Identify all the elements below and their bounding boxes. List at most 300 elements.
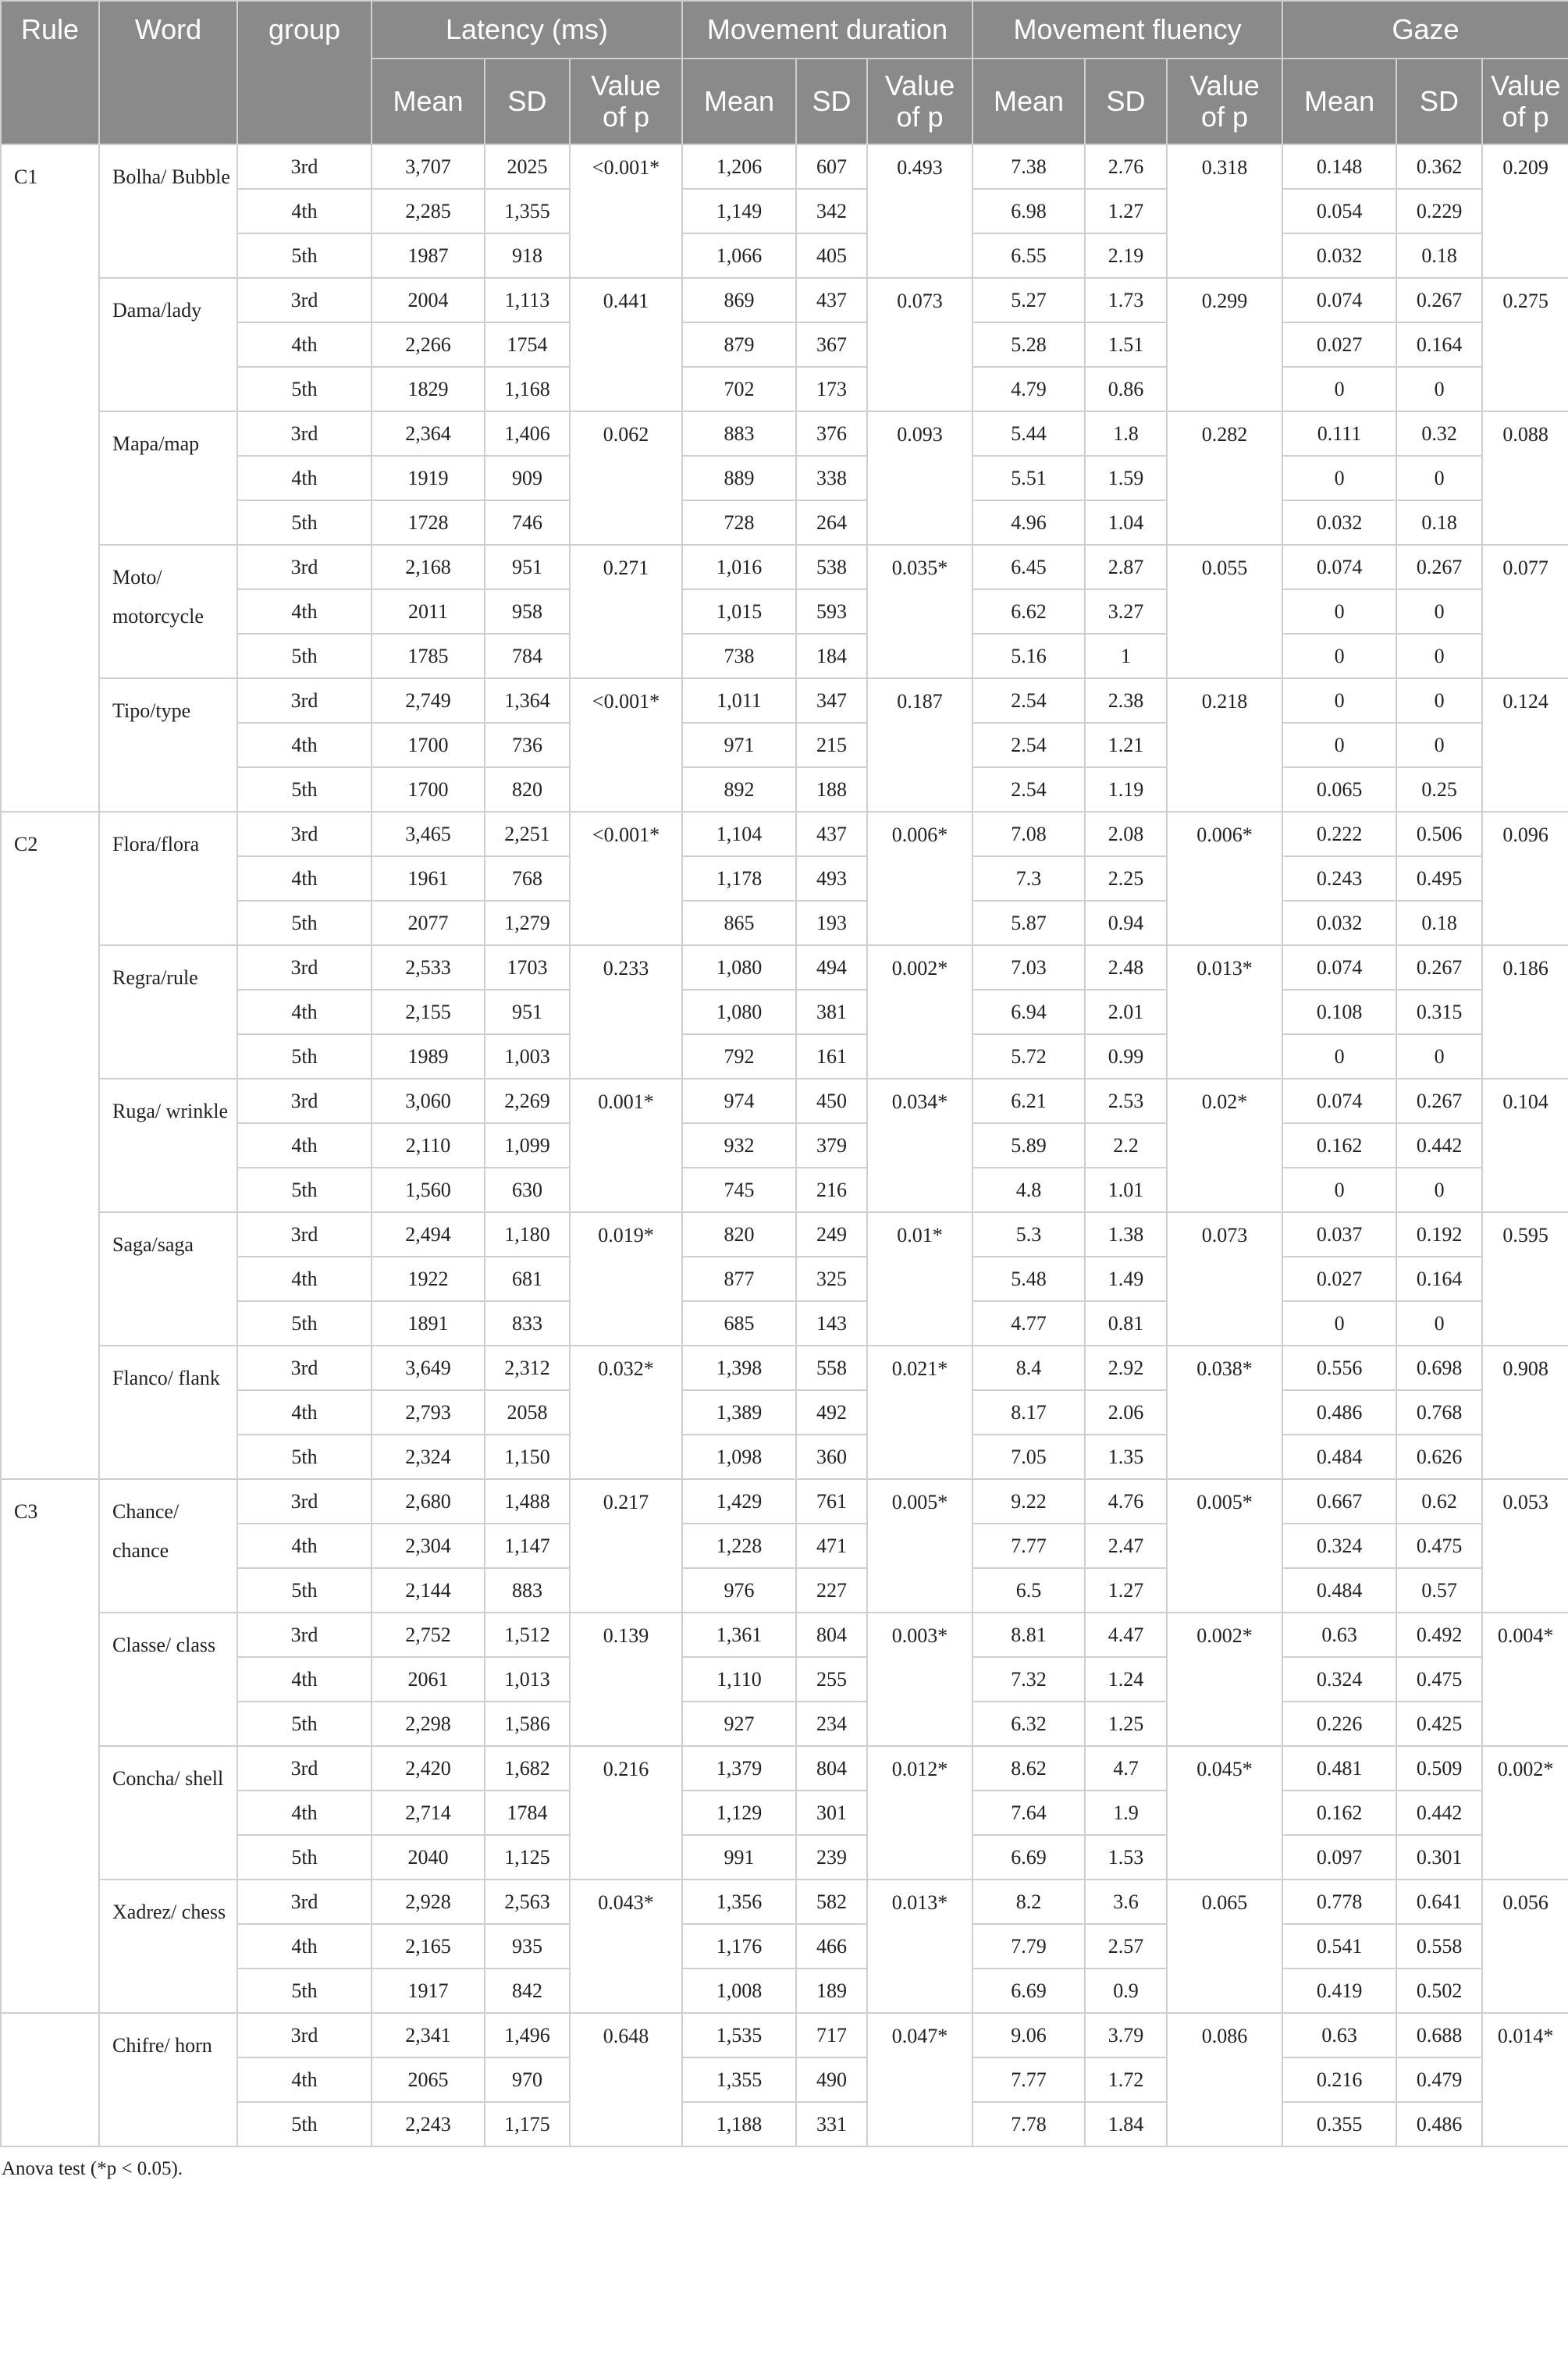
table-row [1,945,1568,990]
duration-sd-cell: 338 [796,456,867,500]
duration-pvalue-cell: 0.003* [867,1613,972,1746]
duration-mean-cell: 728 [682,500,796,545]
fluency-sd-cell: 1.53 [1085,1835,1167,1880]
gaze-pvalue-cell: 0.056 [1482,1880,1568,2013]
latency-pvalue-cell: 0.216 [570,1746,682,1880]
duration-pvalue-cell: 0.034* [867,1079,972,1212]
fluency-pvalue-cell: 0.299 [1167,278,1282,411]
fluency-sd-cell: 1.59 [1085,456,1167,500]
latency-pvalue-cell: 0.043* [570,1880,682,2013]
latency-sd-cell: 1,125 [485,1835,570,1880]
duration-mean-cell: 1,188 [682,2102,796,2146]
duration-mean-cell: 1,206 [682,144,796,189]
latency-sd-cell: 1,488 [485,1479,570,1524]
rule-cell: C3 [1,1479,99,2013]
latency-sd-cell: 1,099 [485,1123,570,1168]
header-latency: Latency (ms) [372,1,682,59]
group-cell: 4th [237,1390,372,1435]
word-cell: Chance/ chance [99,1479,237,1613]
duration-sd-cell: 437 [796,812,867,856]
latency-mean-cell: 2,928 [372,1880,485,1924]
fluency-mean-cell: 7.78 [972,2102,1085,2146]
latency-mean-cell: 2065 [372,2057,485,2102]
gaze-pvalue-cell: 0.124 [1482,678,1568,812]
latency-sd-cell: 784 [485,634,570,678]
subheader-pvalue: Value of p [1482,59,1568,144]
gaze-sd-cell: 0.641 [1396,1880,1482,1924]
latency-sd-cell: 736 [485,723,570,767]
duration-mean-cell: 971 [682,723,796,767]
duration-mean-cell: 1,178 [682,856,796,901]
word-cell: Flanco/ flank [99,1346,237,1479]
duration-sd-cell: 347 [796,678,867,723]
fluency-pvalue-cell: 0.073 [1167,1212,1282,1346]
group-cell: 3rd [237,678,372,723]
fluency-pvalue-cell: 0.002* [1167,1613,1282,1746]
duration-sd-cell: 367 [796,322,867,367]
duration-mean-cell: 865 [682,901,796,945]
latency-sd-cell: 2025 [485,144,570,189]
latency-mean-cell: 3,060 [372,1079,485,1123]
latency-pvalue-cell: 0.019* [570,1212,682,1346]
gaze-pvalue-cell: 0.275 [1482,278,1568,411]
latency-mean-cell: 3,649 [372,1346,485,1390]
gaze-pvalue-cell: 0.908 [1482,1346,1568,1479]
gaze-sd-cell: 0.267 [1396,1079,1482,1123]
group-cell: 3rd [237,411,372,456]
table-footnote: Anova test (*p < 0.05). [2,2158,183,2179]
table-row [1,812,1568,856]
gaze-mean-cell: 0.63 [1282,1613,1396,1657]
duration-sd-cell: 490 [796,2057,867,2102]
group-cell: 5th [237,901,372,945]
fluency-pvalue-cell: 0.055 [1167,545,1282,678]
latency-sd-cell: 746 [485,500,570,545]
latency-mean-cell: 2,304 [372,1524,485,1568]
gaze-mean-cell: 0 [1282,589,1396,634]
duration-sd-cell: 494 [796,945,867,990]
word-cell: Bolha/ Bubble [99,144,237,278]
word-cell: Moto/ motorcycle [99,545,237,678]
fluency-pvalue-cell: 0.045* [1167,1746,1282,1880]
duration-sd-cell: 215 [796,723,867,767]
latency-sd-cell: 1,355 [485,189,570,233]
gaze-mean-cell: 0.667 [1282,1479,1396,1524]
group-cell: 3rd [237,2013,372,2057]
fluency-sd-cell: 2.06 [1085,1390,1167,1435]
gaze-mean-cell: 0.054 [1282,189,1396,233]
group-cell: 4th [237,189,372,233]
duration-mean-cell: 1,015 [682,589,796,634]
gaze-sd-cell: 0.362 [1396,144,1482,189]
duration-sd-cell: 173 [796,367,867,411]
word-cell: Regra/rule [99,945,237,1079]
duration-mean-cell: 1,228 [682,1524,796,1568]
latency-sd-cell: 1784 [485,1791,570,1835]
latency-mean-cell: 1989 [372,1034,485,1079]
gaze-mean-cell: 0.148 [1282,144,1396,189]
gaze-sd-cell: 0.18 [1396,500,1482,545]
header-gaze: Gaze [1282,1,1568,59]
fluency-mean-cell: 6.94 [972,990,1085,1034]
fluency-mean-cell: 7.79 [972,1924,1085,1968]
latency-mean-cell: 2,749 [372,678,485,723]
group-cell: 5th [237,1435,372,1479]
fluency-sd-cell: 2.19 [1085,233,1167,278]
duration-mean-cell: 1,129 [682,1791,796,1835]
subheader-pvalue: Value of p [867,59,972,144]
fluency-mean-cell: 7.08 [972,812,1085,856]
gaze-mean-cell: 0.243 [1282,856,1396,901]
duration-pvalue-cell: 0.01* [867,1212,972,1346]
header-movement-duration: Movement duration [682,1,972,59]
subheader-sd: SD [796,59,867,144]
duration-sd-cell: 342 [796,189,867,233]
subheader-mean: Mean [1282,59,1396,144]
gaze-mean-cell: 0.216 [1282,2057,1396,2102]
gaze-sd-cell: 0.267 [1396,945,1482,990]
table-row [1,1212,1568,1257]
latency-mean-cell: 2004 [372,278,485,322]
fluency-mean-cell: 8.2 [972,1880,1085,1924]
group-cell: 3rd [237,812,372,856]
duration-mean-cell: 820 [682,1212,796,1257]
word-cell: Tipo/type [99,678,237,812]
fluency-mean-cell: 2.54 [972,678,1085,723]
fluency-mean-cell: 5.89 [972,1123,1085,1168]
duration-sd-cell: 239 [796,1835,867,1880]
fluency-mean-cell: 6.5 [972,1568,1085,1613]
gaze-sd-cell: 0.509 [1396,1746,1482,1791]
table-row [1,2013,1568,2057]
fluency-sd-cell: 0.86 [1085,367,1167,411]
latency-sd-cell: 1,586 [485,1702,570,1746]
fluency-sd-cell: 2.01 [1085,990,1167,1034]
gaze-mean-cell: 0.074 [1282,1079,1396,1123]
gaze-sd-cell: 0.301 [1396,1835,1482,1880]
rule-cell: C2 [1,812,99,1479]
duration-sd-cell: 249 [796,1212,867,1257]
gaze-sd-cell: 0 [1396,1168,1482,1212]
gaze-mean-cell: 0.037 [1282,1212,1396,1257]
gaze-mean-cell: 0.324 [1282,1524,1396,1568]
fluency-mean-cell: 8.62 [972,1746,1085,1791]
duration-sd-cell: 264 [796,500,867,545]
latency-mean-cell: 2,364 [372,411,485,456]
latency-mean-cell: 1987 [372,233,485,278]
group-cell: 4th [237,1524,372,1568]
fluency-sd-cell: 2.53 [1085,1079,1167,1123]
group-cell: 3rd [237,945,372,990]
duration-mean-cell: 1,011 [682,678,796,723]
duration-mean-cell: 1,398 [682,1346,796,1390]
duration-mean-cell: 1,104 [682,812,796,856]
word-cell: Ruga/ wrinkle [99,1079,237,1212]
duration-sd-cell: 492 [796,1390,867,1435]
duration-sd-cell: 189 [796,1968,867,2013]
gaze-sd-cell: 0.486 [1396,2102,1482,2146]
fluency-sd-cell: 1.25 [1085,1702,1167,1746]
latency-sd-cell: 842 [485,1968,570,2013]
latency-sd-cell: 1703 [485,945,570,990]
gaze-mean-cell: 0.541 [1282,1924,1396,1968]
word-cell: Classe/ class [99,1613,237,1746]
latency-mean-cell: 2011 [372,589,485,634]
duration-mean-cell: 738 [682,634,796,678]
gaze-mean-cell: 0 [1282,1034,1396,1079]
duration-sd-cell: 804 [796,1746,867,1791]
latency-sd-cell: 820 [485,767,570,812]
latency-mean-cell: 2,243 [372,2102,485,2146]
gaze-mean-cell: 0.027 [1282,322,1396,367]
word-cell: Xadrez/ chess [99,1880,237,2013]
subheader-sd: SD [1085,59,1167,144]
gaze-mean-cell: 0.097 [1282,1835,1396,1880]
duration-pvalue-cell: 0.013* [867,1880,972,2013]
latency-pvalue-cell: <0.001* [570,812,682,945]
gaze-pvalue-cell: 0.088 [1482,411,1568,545]
table-row [1,1346,1568,1390]
gaze-sd-cell: 0.57 [1396,1568,1482,1613]
duration-mean-cell: 889 [682,456,796,500]
header-rule: Rule [1,1,99,144]
latency-sd-cell: 1,168 [485,367,570,411]
table-row [1,1746,1568,1791]
group-cell: 5th [237,767,372,812]
latency-sd-cell: 909 [485,456,570,500]
group-cell: 4th [237,1257,372,1301]
duration-sd-cell: 331 [796,2102,867,2146]
fluency-mean-cell: 8.4 [972,1346,1085,1390]
rule-cell: C1 [1,144,99,812]
latency-pvalue-cell: 0.648 [570,2013,682,2146]
gaze-sd-cell: 0 [1396,634,1482,678]
latency-mean-cell: 3,707 [372,144,485,189]
duration-mean-cell: 932 [682,1123,796,1168]
gaze-pvalue-cell: 0.002* [1482,1746,1568,1880]
gaze-sd-cell: 0.688 [1396,2013,1482,2057]
group-cell: 4th [237,456,372,500]
duration-mean-cell: 1,080 [682,990,796,1034]
group-cell: 5th [237,233,372,278]
duration-mean-cell: 991 [682,1835,796,1880]
group-cell: 4th [237,1657,372,1702]
group-cell: 4th [237,2057,372,2102]
duration-pvalue-cell: 0.012* [867,1746,972,1880]
fluency-mean-cell: 6.98 [972,189,1085,233]
gaze-mean-cell: 0 [1282,723,1396,767]
duration-pvalue-cell: 0.093 [867,411,972,545]
latency-mean-cell: 1700 [372,723,485,767]
fluency-mean-cell: 5.27 [972,278,1085,322]
duration-sd-cell: 717 [796,2013,867,2057]
table-row [1,1479,1568,1524]
duration-pvalue-cell: 0.021* [867,1346,972,1479]
fluency-sd-cell: 1.51 [1085,322,1167,367]
fluency-mean-cell: 6.69 [972,1968,1085,2013]
latency-sd-cell: 1,147 [485,1524,570,1568]
gaze-mean-cell: 0 [1282,456,1396,500]
duration-sd-cell: 376 [796,411,867,456]
fluency-mean-cell: 8.81 [972,1613,1085,1657]
latency-mean-cell: 2,298 [372,1702,485,1746]
latency-sd-cell: 681 [485,1257,570,1301]
fluency-sd-cell: 1.73 [1085,278,1167,322]
duration-mean-cell: 974 [682,1079,796,1123]
latency-mean-cell: 1,560 [372,1168,485,1212]
latency-mean-cell: 1728 [372,500,485,545]
fluency-pvalue-cell: 0.006* [1167,812,1282,945]
duration-sd-cell: 558 [796,1346,867,1390]
latency-pvalue-cell: <0.001* [570,144,682,278]
gaze-mean-cell: 0.162 [1282,1791,1396,1835]
duration-pvalue-cell: 0.035* [867,545,972,678]
gaze-sd-cell: 0 [1396,367,1482,411]
group-cell: 5th [237,367,372,411]
latency-mean-cell: 2,420 [372,1746,485,1791]
fluency-mean-cell: 5.44 [972,411,1085,456]
gaze-mean-cell: 0.324 [1282,1657,1396,1702]
latency-sd-cell: 970 [485,2057,570,2102]
latency-sd-cell: 1,113 [485,278,570,322]
fluency-pvalue-cell: 0.038* [1167,1346,1282,1479]
fluency-mean-cell: 2.54 [972,767,1085,812]
latency-pvalue-cell: 0.217 [570,1479,682,1613]
group-cell: 5th [237,1968,372,2013]
gaze-mean-cell: 0 [1282,634,1396,678]
fluency-mean-cell: 9.22 [972,1479,1085,1524]
gaze-pvalue-cell: 0.096 [1482,812,1568,945]
duration-sd-cell: 161 [796,1034,867,1079]
duration-mean-cell: 892 [682,767,796,812]
duration-mean-cell: 1,066 [682,233,796,278]
gaze-sd-cell: 0.475 [1396,1524,1482,1568]
duration-pvalue-cell: 0.006* [867,812,972,945]
subheader-mean: Mean [372,59,485,144]
duration-mean-cell: 883 [682,411,796,456]
group-cell: 5th [237,634,372,678]
gaze-mean-cell: 0 [1282,1301,1396,1346]
duration-sd-cell: 593 [796,589,867,634]
group-cell: 3rd [237,1079,372,1123]
group-cell: 4th [237,1791,372,1835]
gaze-mean-cell: 0.074 [1282,278,1396,322]
word-cell: Saga/saga [99,1212,237,1346]
fluency-pvalue-cell: 0.005* [1167,1479,1282,1613]
gaze-sd-cell: 0.164 [1396,1257,1482,1301]
latency-pvalue-cell: 0.032* [570,1346,682,1479]
latency-mean-cell: 1785 [372,634,485,678]
fluency-mean-cell: 7.3 [972,856,1085,901]
subheader-mean: Mean [972,59,1085,144]
duration-mean-cell: 1,110 [682,1657,796,1702]
group-cell: 4th [237,856,372,901]
fluency-mean-cell: 7.05 [972,1435,1085,1479]
fluency-mean-cell: 2.54 [972,723,1085,767]
fluency-sd-cell: 1.72 [1085,2057,1167,2102]
latency-mean-cell: 2,680 [372,1479,485,1524]
latency-mean-cell: 1922 [372,1257,485,1301]
group-cell: 4th [237,1924,372,1968]
group-cell: 3rd [237,278,372,322]
fluency-mean-cell: 7.03 [972,945,1085,990]
fluency-pvalue-cell: 0.218 [1167,678,1282,812]
duration-sd-cell: 227 [796,1568,867,1613]
latency-pvalue-cell: 0.139 [570,1613,682,1746]
fluency-mean-cell: 5.87 [972,901,1085,945]
fluency-sd-cell: 1.84 [1085,2102,1167,2146]
latency-sd-cell: 1,364 [485,678,570,723]
group-cell: 4th [237,589,372,634]
latency-sd-cell: 935 [485,1924,570,1968]
duration-mean-cell: 745 [682,1168,796,1212]
gaze-mean-cell: 0.032 [1282,500,1396,545]
gaze-sd-cell: 0.502 [1396,1968,1482,2013]
group-cell: 3rd [237,1880,372,1924]
duration-sd-cell: 582 [796,1880,867,1924]
subheader-pvalue: Value of p [1167,59,1282,144]
latency-pvalue-cell: 0.271 [570,545,682,678]
latency-mean-cell: 2,341 [372,2013,485,2057]
duration-sd-cell: 216 [796,1168,867,1212]
latency-sd-cell: 951 [485,545,570,589]
duration-sd-cell: 301 [796,1791,867,1835]
fluency-sd-cell: 2.38 [1085,678,1167,723]
fluency-mean-cell: 5.28 [972,322,1085,367]
fluency-sd-cell: 3.6 [1085,1880,1167,1924]
group-cell: 3rd [237,1746,372,1791]
latency-mean-cell: 1700 [372,767,485,812]
gaze-mean-cell: 0.481 [1282,1746,1396,1791]
duration-sd-cell: 405 [796,233,867,278]
duration-sd-cell: 325 [796,1257,867,1301]
word-cell: Dama/lady [99,278,237,411]
group-cell: 3rd [237,1613,372,1657]
group-cell: 4th [237,322,372,367]
fluency-mean-cell: 7.32 [972,1657,1085,1702]
fluency-mean-cell: 6.55 [972,233,1085,278]
duration-mean-cell: 1,429 [682,1479,796,1524]
gaze-mean-cell: 0.074 [1282,945,1396,990]
gaze-sd-cell: 0.495 [1396,856,1482,901]
gaze-mean-cell: 0 [1282,678,1396,723]
latency-sd-cell: 2,251 [485,812,570,856]
gaze-sd-cell: 0.506 [1396,812,1482,856]
gaze-sd-cell: 0.62 [1396,1479,1482,1524]
table-header [1,1,1568,144]
gaze-sd-cell: 0.626 [1396,1435,1482,1479]
fluency-pvalue-cell: 0.02* [1167,1079,1282,1212]
fluency-sd-cell: 1.21 [1085,723,1167,767]
latency-mean-cell: 1919 [372,456,485,500]
header-movement-fluency: Movement fluency [972,1,1282,59]
group-cell: 5th [237,2102,372,2146]
group-cell: 4th [237,723,372,767]
group-cell: 3rd [237,1479,372,1524]
table-row [1,278,1568,322]
latency-mean-cell: 2,714 [372,1791,485,1835]
duration-sd-cell: 804 [796,1613,867,1657]
latency-sd-cell: 2058 [485,1390,570,1435]
gaze-sd-cell: 0 [1396,589,1482,634]
fluency-pvalue-cell: 0.086 [1167,2013,1282,2146]
latency-sd-cell: 1,175 [485,2102,570,2146]
fluency-sd-cell: 1.35 [1085,1435,1167,1479]
word-cell: Concha/ shell [99,1746,237,1880]
gaze-mean-cell: 0.484 [1282,1435,1396,1479]
duration-mean-cell: 877 [682,1257,796,1301]
header-word: Word [99,1,237,144]
